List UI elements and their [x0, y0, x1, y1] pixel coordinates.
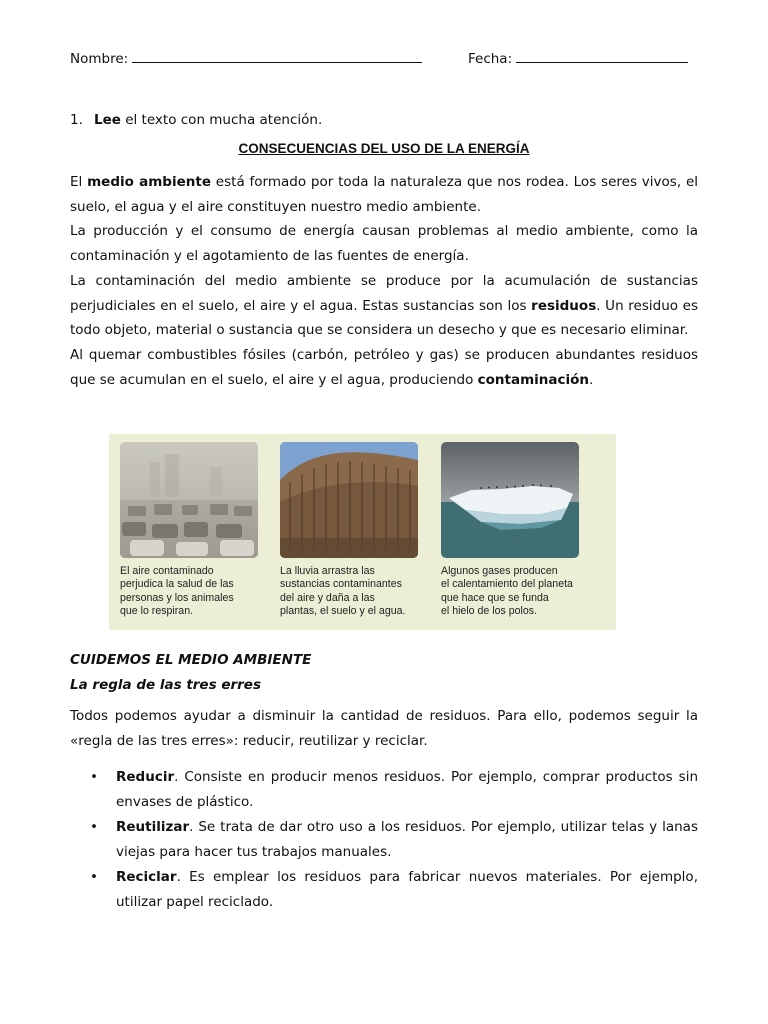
caption-melting-ice [441, 565, 591, 618]
caption-line: del aire y daña a las [280, 591, 375, 604]
intro-text [70, 170, 698, 392]
instruction-1 [70, 112, 322, 128]
section-subheading: La regla de las tres erres [70, 677, 261, 693]
bullet-term: Reutilizar [116, 819, 190, 835]
bullet-term: Reducir [116, 769, 175, 785]
p3-text-a: La contaminación del medio ambiente se produce por la acumulación de sustancias perjudiciales en el suelo, el aire y el agua. Estas sustancias son los [70, 272, 698, 314]
caption-line: perjudica la salud de las [120, 578, 234, 591]
paragraph-4 [70, 343, 698, 392]
iceberg-photo [441, 442, 579, 558]
caption-line: el calentamiento del planeta [441, 578, 573, 591]
paragraph-3 [70, 269, 698, 343]
p1-text-c: está formado por toda la naturaleza que nos rodea. Los seres vivos, el suelo, el agua y el aire constituyen nuestro medio ambiente. [70, 174, 698, 215]
bullet-text: . Se trata de dar otro uso a los residuos. Por ejemplo, utilizar telas y lanas viejas para hacer tus trabajos manuales. [116, 819, 698, 860]
p4-text-c: . [589, 371, 594, 388]
p4-bold-term: contaminación [477, 371, 590, 388]
caption-line: el hielo de los polos. [441, 604, 537, 617]
caption-polluted-air [120, 565, 270, 618]
list-item-reducir [70, 765, 698, 815]
p3-text-c: . Un residuo es todo objeto, material o sustancia que se considera un desecho y que es necesario eliminar. [70, 297, 698, 339]
p1-bold-term: medio ambiente [87, 174, 211, 190]
paragraph-1 [70, 170, 698, 219]
caption-line: Algunos gases producen [441, 565, 558, 577]
nombre-field[interactable] [70, 51, 422, 67]
nombre-label: Nombre: [70, 51, 129, 67]
caption-line: plantas, el suelo y el agua. [280, 604, 406, 617]
bullet-text: . Es emplear los residuos para fabricar nuevos materiales. Por ejemplo, utilizar papel reciclado. [116, 869, 698, 910]
caption-line: sustancias contaminantes [280, 578, 402, 591]
caption-line: que hace que se funda [441, 591, 549, 604]
nombre-blank-line[interactable] [132, 52, 422, 63]
caption-line: La lluvia arrastra las [280, 565, 375, 577]
list-item-reciclar [70, 865, 698, 915]
instruction-bold-word: Lee [94, 112, 121, 128]
section-intro [70, 704, 698, 754]
p4-text-a: Al quemar combustibles fósiles (carbón, petróleo y gas) se producen abundantes residuos que se acumulan en el suelo, el aire y el agua, produciendo [70, 346, 698, 388]
smog-traffic-photo [120, 442, 258, 558]
paragraph-2: La producción y el consumo de energía causan problemas al medio ambiente, como la contaminación y el agotamiento de las fuentes de energía. [70, 223, 698, 265]
bullet-text: . Consiste en producir menos residuos. Por ejemplo, comprar productos sin envases de plástico. [116, 769, 698, 810]
bullet-icon: • [90, 769, 98, 785]
caption-line: que lo respiran. [120, 604, 194, 617]
caption-line: personas y los animales [120, 591, 234, 604]
bullet-icon: • [90, 819, 98, 835]
section-heading: CUIDEMOS EL MEDIO AMBIENTE [70, 652, 312, 668]
section-intro-text: Todos podemos ayudar a disminuir la cantidad de residuos. Para ello, podemos seguir la «regla de las tres erres»: reducir, reutilizar y reciclar. [70, 708, 698, 749]
fecha-label: Fecha: [468, 51, 513, 67]
three-rs-list [70, 765, 698, 915]
page-title: CONSECUENCIAS DEL USO DE LA ENERGÍA [238, 141, 530, 156]
illustration-panel [109, 434, 616, 630]
list-item-reutilizar [70, 815, 698, 865]
bullet-term: Reciclar [116, 869, 177, 885]
fecha-blank-line[interactable] [516, 52, 688, 63]
fecha-field[interactable] [468, 51, 688, 67]
instruction-text: el texto con mucha atención. [120, 112, 323, 128]
caption-line: El aire contaminado [120, 565, 214, 577]
p3-bold-term: residuos [531, 297, 597, 314]
instruction-number: 1. [70, 112, 83, 128]
p1-text-a: El [70, 174, 88, 190]
bullet-icon: • [90, 869, 98, 885]
caption-acid-rain [280, 565, 430, 618]
damaged-forest-photo [280, 442, 418, 558]
